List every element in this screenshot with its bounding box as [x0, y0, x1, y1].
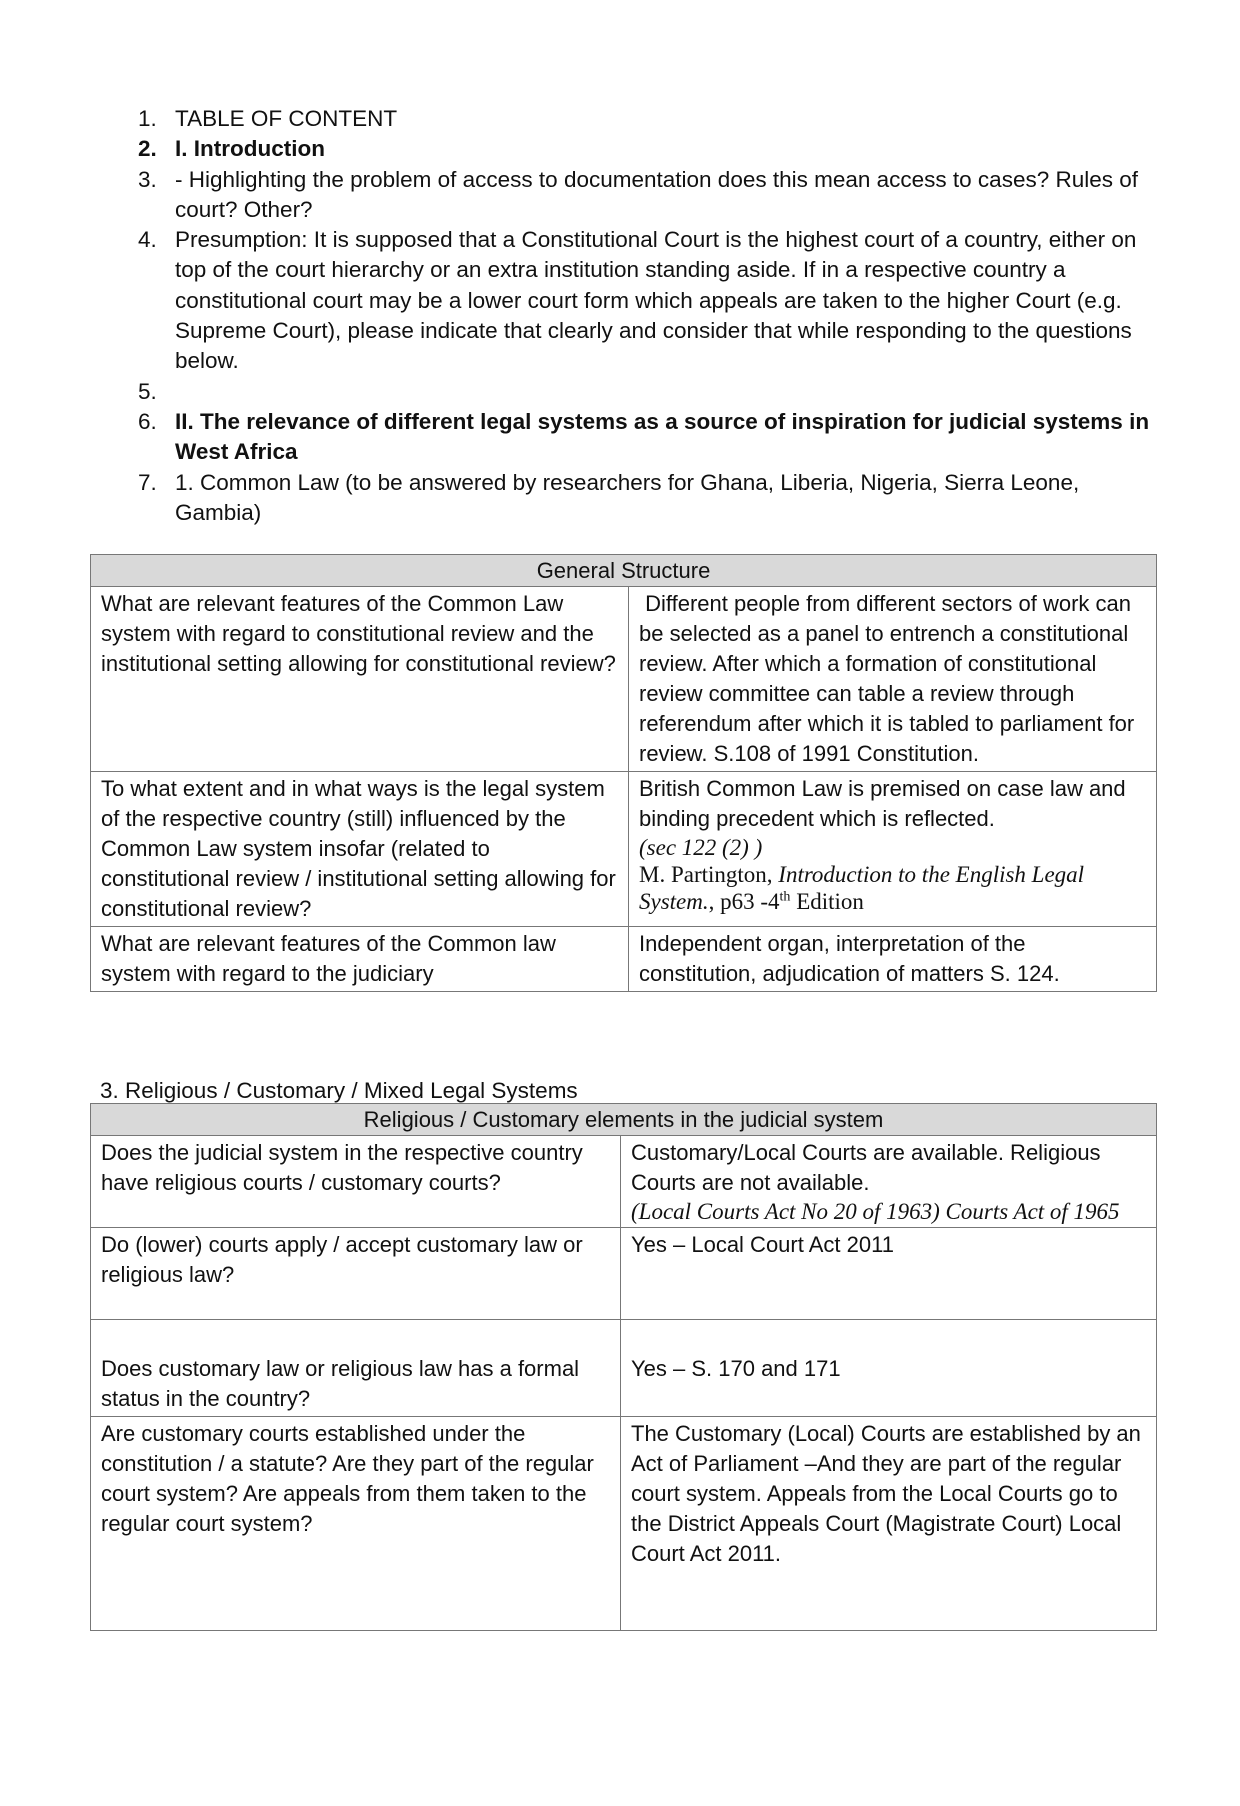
answer-text: British Common Law is premised on case law and binding precedent which is reflected.	[639, 776, 1126, 831]
answer-cell: The Customary (Local) Courts are established by an Act of Parliament –And they are part of the regular court system. Appeals from the Local Courts go to the District Appeals Court (Magistrate Court) Local Court Act 2011.	[621, 1417, 1157, 1631]
table-row	[91, 1228, 1157, 1320]
table-header: Religious / Customary elements in the judicial system	[91, 1104, 1157, 1136]
question-cell: What are relevant features of the Common law system with regard to the judiciary	[91, 927, 629, 992]
list-item: 2. I. Introduction	[138, 136, 325, 162]
table-row	[91, 772, 1157, 927]
question-cell: Does customary law or religious law has a formal status in the country?	[91, 1320, 621, 1417]
list-item-text: Presumption: It is supposed that a Constitutional Court is the highest court of a country, either on top of the court hierarchy or an extra institution standing aside. If in a respective country a constitutional court may be a lower court form which appeals are taken to the higher Court (e.g. Supreme Court), please indicate that clearly and consider that while responding to the questions below.	[175, 227, 1137, 374]
table-row	[91, 1136, 1157, 1228]
table-row	[91, 927, 1157, 992]
list-item-text: II. The relevance of different legal systems as a source of inspiration for judicial systems in West Africa	[175, 408, 1150, 465]
religious-customary-table	[90, 1103, 1157, 1631]
list-item: 5.	[138, 378, 157, 404]
question-cell: Do (lower) courts apply / accept customary law or religious law?	[91, 1228, 621, 1320]
table-row	[91, 1320, 1157, 1417]
answer-text: Customary/Local Courts are available. Religious Courts are not available.	[631, 1140, 1101, 1195]
list-item: 4. Presumption: It is supposed that a Constitutional Court is the highest court of a country, either on top of the court hierarchy or an extra institution standing aside. If in a respective country a constitutional court may be a lower court form which appeals are taken to the higher Court (e.g. Supreme Court), please indicate that clearly and consider that while responding to the questions below.	[138, 227, 1137, 374]
table-row	[91, 1417, 1157, 1631]
answer-cell	[629, 772, 1157, 927]
list-item-text: I. Introduction	[175, 136, 325, 162]
table-header: General Structure	[91, 555, 1157, 587]
list-item: 6. II. The relevance of different legal systems as a source of inspiration for judicial systems in West Africa	[138, 408, 1150, 465]
question-cell: Does the judicial system in the respective country have religious courts / customary courts?	[91, 1136, 621, 1228]
answer-cell: Independent organ, interpretation of the constitution, adjudication of matters S. 124.	[629, 927, 1157, 992]
section-heading: 3. Religious / Customary / Mixed Legal Systems	[100, 1078, 578, 1103]
list-item: 3. - Highlighting the problem of access to documentation does this mean access to cases? Rules of court? Other?	[138, 166, 1139, 222]
table-of-content-list	[130, 104, 1160, 528]
answer-cell	[621, 1136, 1157, 1228]
list-item: 7. 1. Common Law (to be answered by researchers for Ghana, Liberia, Nigeria, Sierra Leone, Gambia)	[138, 469, 1080, 525]
answer-cell: Yes – S. 170 and 171	[621, 1320, 1157, 1417]
answer-cell: Different people from different sectors of work can be selected as a panel to entrench a constitutional review. After which a formation of constitutional review committee can table a review through referendum after which it is tabled to parliament for review. S.108 of 1991 Constitution.	[629, 587, 1157, 772]
question-cell: What are relevant features of the Common Law system with regard to constitutional review and the institutional setting allowing for constitutional review?	[91, 587, 629, 772]
reference: M. Partington, Introduction to the English Legal System., p63 -4th Edition	[639, 862, 1085, 914]
question-cell: Are customary courts established under the constitution / a statute? Are they part of the regular court system? Are appeals from them taken to the regular court system?	[91, 1417, 621, 1631]
list-item-text: - Highlighting the problem of access to documentation does this mean access to cases? Rules of court? Other?	[175, 166, 1139, 222]
list-item-text: TABLE OF CONTENT	[175, 106, 398, 131]
answer-cell: Yes – Local Court Act 2011	[621, 1228, 1157, 1320]
citation: (Local Courts Act No 20 of 1963) Courts Act of 1965	[631, 1199, 1120, 1224]
general-structure-table	[90, 554, 1157, 992]
table-row	[91, 587, 1157, 772]
question-cell: To what extent and in what ways is the legal system of the respective country (still) influenced by the Common Law system insofar (related to constitutional review / institutional setting allowing for constitutional review?	[91, 772, 629, 927]
list-item: 1. TABLE OF CONTENT	[138, 106, 398, 131]
citation: (sec 122 (2) )	[639, 835, 763, 860]
list-item-text: 1. Common Law (to be answered by researchers for Ghana, Liberia, Nigeria, Sierra Leone, Gambia)	[175, 469, 1080, 525]
